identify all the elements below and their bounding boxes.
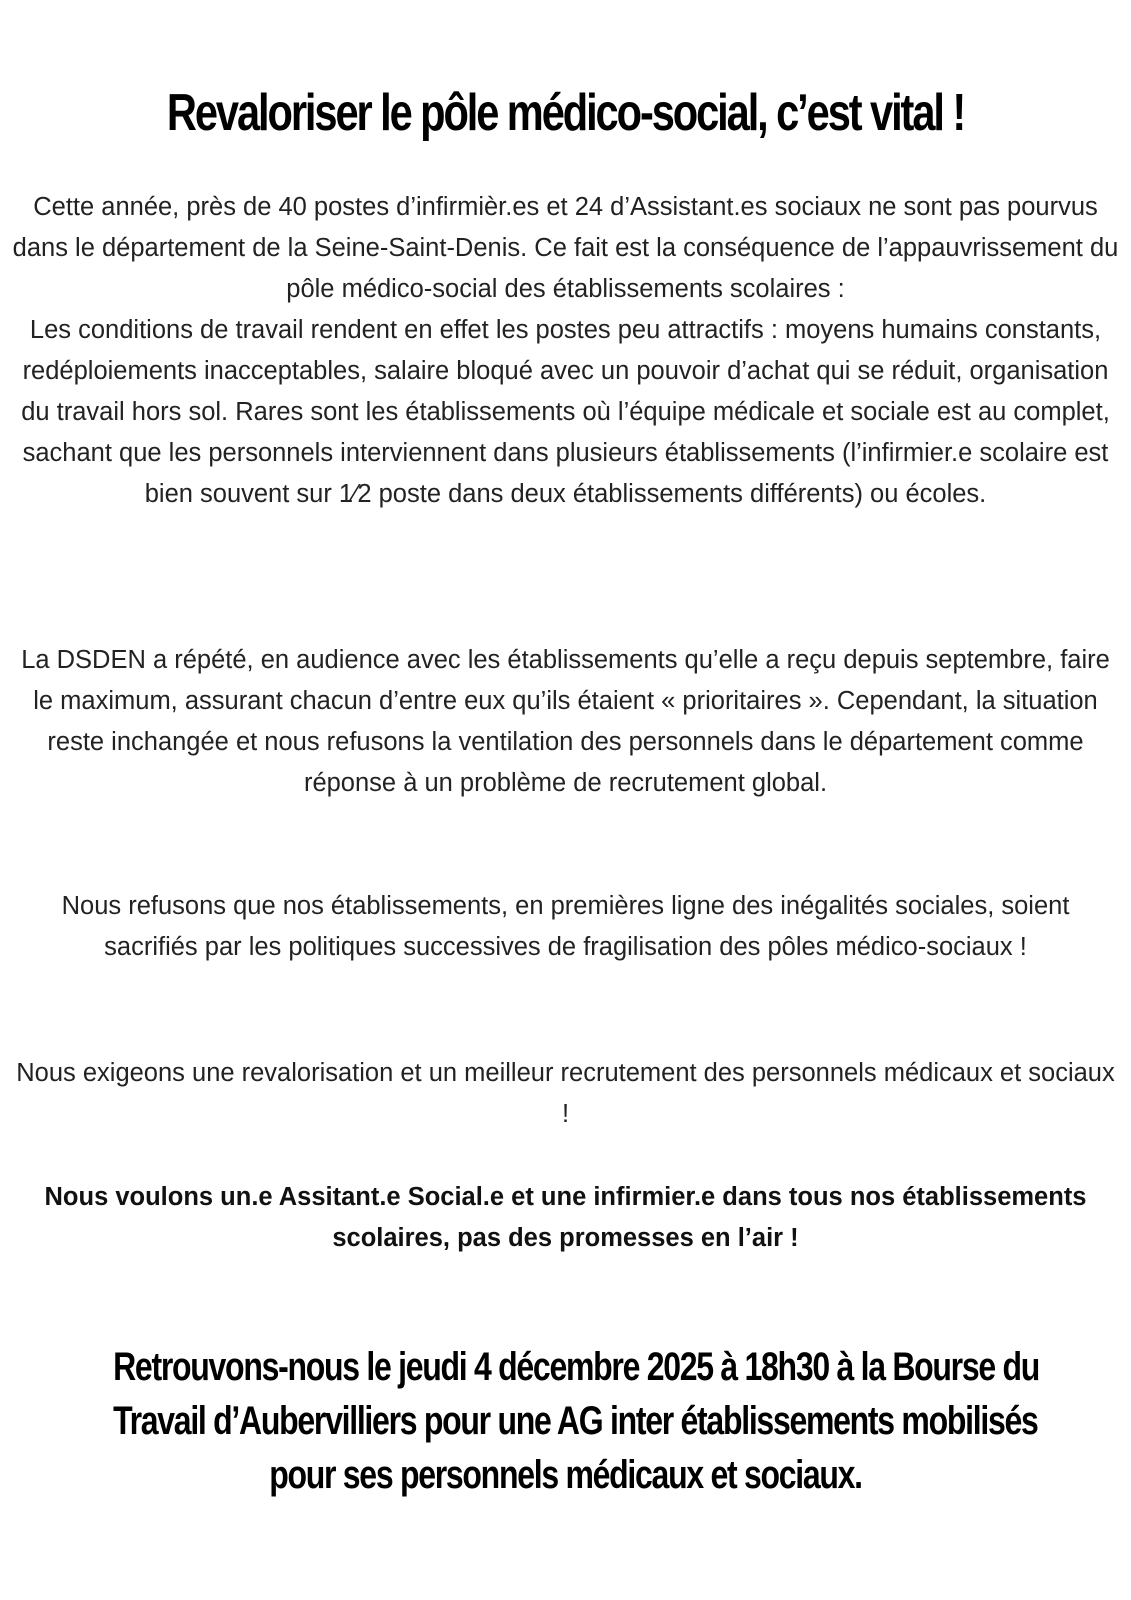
flyer-title: Revaloriser le pôle médico-social, c’est vital !	[166, 84, 965, 142]
bold-demand	[12, 1177, 1119, 1259]
callout-line-3: pour ses personnels médicaux et sociaux.	[269, 1453, 862, 1497]
bold-demand-line-2: scolaires, pas des promesses en l’air !	[332, 1224, 799, 1252]
callout-line-2: Travail d’Aubervilliers pour une AG inter établissements mobilisés	[113, 1399, 1038, 1443]
paragraph-dsden: La DSDEN a répété, en audience avec les établissements qu’elle a reçu depuis septembre, faire le maximum, assurant chacun d’entre eux qu’ils étaient « prioritaires ». Cependant, la situation reste inchangée et nous refusons la ventilation des personnels dans le département comme réponse à un problème de recrutement global.	[21, 646, 1110, 797]
paragraph-demand: Nous exigeons une revalorisation et un meilleur recrutement des personnels médicaux et sociaux !	[16, 1059, 1115, 1128]
paragraph-refusal: Nous refusons que nos établissements, en premières ligne des inégalités sociales, soient sacrifiés par les politiques successives de fragilisation des pôles médico-sociaux !	[61, 892, 1070, 961]
paragraph-shortage: Cette année, près de 40 postes d’infirmièr.es et 24 d’Assistant.es sociaux ne sont pas pourvus dans le département de la Seine-Saint-Denis. Ce fait est la conséquence de l’appauvrissement du pôle médico-social des établissements scolaires : Les conditions de travail rendent en effet les postes peu attractifs : moyens humains constants, redéploiements inacceptables, salaire bloqué avec un pouvoir d’achat qui se réduit, organisation du travail hors sol. Rares sont les établissements où l’équipe médicale et sociale est au complet, sachant que les personnels interviennent dans plusieurs établissements (l’infirmier.e scolaire est bien souvent sur 1⁄2 poste dans deux établissements différents) ou écoles.	[12, 193, 1119, 508]
meeting-callout	[0, 1340, 1131, 1502]
bold-demand-line-1: Nous voulons un.e Assitant.e Social.e et une infirmier.e dans tous nos établissements	[44, 1183, 1087, 1211]
callout-line-1: Retrouvons-nous le jeudi 4 décembre 2025 à 18h30 à la Bourse du	[113, 1345, 1040, 1389]
